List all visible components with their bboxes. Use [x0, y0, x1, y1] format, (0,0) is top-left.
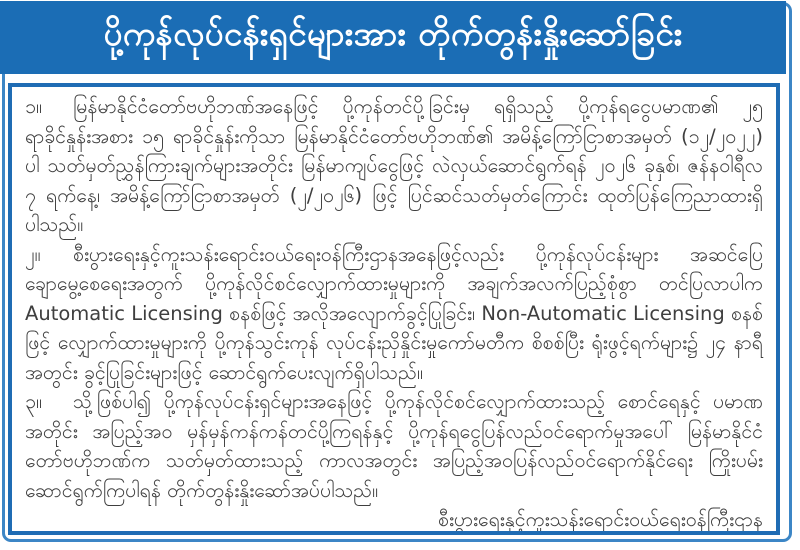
paragraph-1-number: ၁။	[25, 95, 42, 118]
paragraph-3-number: ၃။	[25, 390, 42, 413]
paragraph-2	[25, 240, 763, 388]
title-banner	[0, 1, 786, 74]
paragraph-2-text: စီးပွားရေးနှင့်ကူးသန်းရောင်းဝယ်ရေးဝန်ကြီးဌာနအနေဖြင့်လည်း ပို့ကုန်လုပ်ငန်းများ အဆင်ပြေချောမွေ့စေရေးအတွက် ပို့ကုန်လိုင်စင်လျှောက်ထားမှုများကို အချက်အလက်ပြည့်စုံစွာ တင်ပြလာပါက Automatic Licensing စနစ်ဖြင့် အလိုအလျောက်ခွင့်ပြုခြင်း၊ Non-Automatic Licensing စနစ်ဖြင့် လျှောက်ထားမှုများကို ပို့ကုန်သွင်းကုန် လုပ်ငန်းညှိနှိုင်းမှုကော်မတီက စိစစ်ပြီး ရုံးဖွင့်ရက်များ၌ ၂၄ နာရီအတွင်း ခွင့်ပြုခြင်းများဖြင့် ဆောင်ရွက်ပေးလျက်ရှိပါသည်။	[25, 242, 763, 384]
content-box	[8, 83, 780, 535]
paragraph-2-number: ၂။	[25, 242, 41, 266]
paragraph-1	[25, 92, 763, 240]
paragraph-3-text: သို့ဖြစ်ပါ၍ ပို့ကုန်လုပ်ငန်းရှင်များအနေဖြင့် ပို့ကုန်လိုင်စင်လျှောက်ထားသည့် စောင်ရေနှင့် ပမာဏအတိုင်း အပြည့်အဝ မှန်မှန်ကန်ကန်တင်ပို့ကြရန်နှင့် ပို့ကုန်ရငွေပြန်လည်ဝင်ရောက်မှုအပေါ် မြန်မာနိုင်ငံတော်ဗဟိုဘဏ်က သတ်မှတ်ထားသည့် ကာလအတွင်း အပြည့်အဝပြန်လည်ဝင်ရောက်နိုင်ရေး ကြိုးပမ်းဆောင်ရွက်ကြပါရန် တိုက်တွန်းနှိုးဆော်အပ်ပါသည်။	[25, 390, 763, 502]
paragraph-1-text: မြန်မာနိုင်ငံတော်ဗဟိုဘဏ်အနေဖြင့် ပို့ကုန်တင်ပို့ခြင်းမှ ရရှိသည့် ပို့ကုန်ရငွေပမာဏ၏ ၂၅ ရာခိုင်နှုန်းအစား ၁၅ ရာခိုင်နှုန်းကိုသာ မြန်မာနိုင်ငံတော်ဗဟိုဘဏ်၏ အမိန့်ကြော်ငြာစာအမှတ် (၁၂/၂၀၂၂) ပါ သတ်မှတ်ညွှန်ကြားချက်များအတိုင်း မြန်မာကျပ်ငွေဖြင့် လဲလှယ်ဆောင်ရွက်ရန် ၂၀၂၆ ခုနှစ်၊ ဇန်နဝါရီလ ၇ ရက်နေ့၊ အမိန့်ကြော်ငြာစာအမှတ် (၂/၂၀၂၆) ဖြင့် ပြင်ဆင်သတ်မှတ်ကြောင်း ထုတ်ပြန်ကြေညာထားရှိပါသည်။	[25, 95, 763, 236]
paragraph-3	[25, 387, 763, 505]
page-title: ပို့ကုန်လုပ်ငန်းရှင်များအား တိုက်တွန်းနှိုးဆော်ခြင်း	[103, 14, 683, 53]
signature-line: စီးပွားရေးနှင့်ကူးသန်းရောင်းဝယ်ရေးဝန်ကြီးဌာန	[437, 508, 763, 531]
